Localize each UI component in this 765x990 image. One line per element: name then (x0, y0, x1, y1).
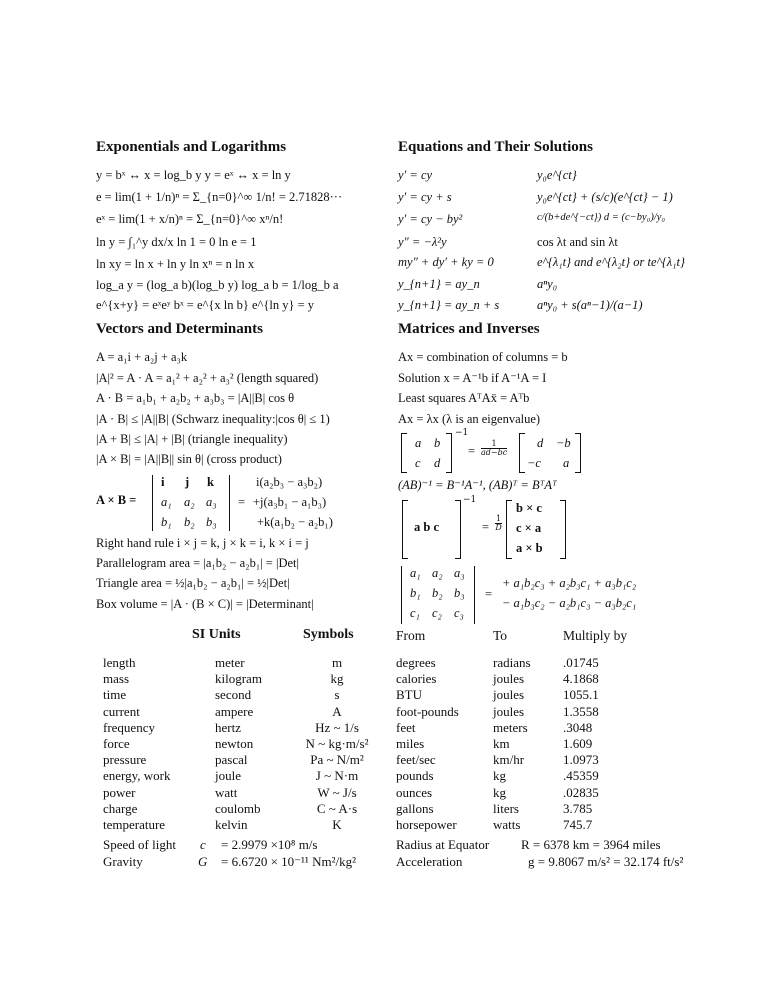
conv-cell-factor: 4.1868 (563, 671, 599, 687)
conv-cell-to: watts (493, 817, 521, 832)
solution: e^{λ₁t} and e^{λ₂t} or te^{λ₁t} (537, 255, 685, 269)
matrix-cell: b (434, 436, 441, 450)
bracket-left (402, 500, 408, 559)
matrix-row: c × a (516, 521, 542, 535)
constant-value: g = 9.8067 m/s² = 32.174 ft/s² (528, 854, 684, 869)
si-cell-symbol: J ~ N·m (315, 768, 359, 784)
constant-label: Radius at Equator (396, 837, 490, 852)
si-cell-symbol: A (332, 703, 342, 719)
matrix-cell: b₃ (454, 586, 465, 600)
matrix-cell: c₂ (432, 606, 442, 620)
equation: my″ + dy′ + ky = 0 (398, 255, 494, 269)
si-cell-si-unit: kelvin (215, 817, 248, 832)
matrix-cell: c₁ (410, 606, 420, 620)
conv-cell-from: BTU (396, 687, 422, 703)
matrix-cell: −b (556, 436, 571, 450)
si-cell-quantity: length (103, 655, 136, 670)
formula-line: eˣ = lim(1 + x/n)ⁿ = Σ_{n=0}^∞ xⁿ/n! (96, 212, 284, 226)
si-cell-symbol: Pa ~ N/m² (310, 752, 364, 768)
formula-line: ln xy = ln x + ln y ln xⁿ = n ln x (96, 257, 255, 271)
formula-line: y = bˣ ↔ x = log_b y y = eˣ ↔ x = ln y (96, 168, 291, 182)
constant-symbol: G (198, 854, 208, 869)
formula-line: |A|² = A · A = a₁² + a₂² + a₃² (length squared) (96, 371, 319, 385)
matrix-cell: b₂ (184, 515, 195, 529)
bracket-right (455, 500, 461, 559)
matrix-cell: b₁ (410, 586, 421, 600)
bracket-right (560, 500, 566, 559)
bracket-left (519, 433, 525, 473)
si-cell-si-unit: pascal (215, 752, 248, 768)
conv-cell-factor: .01745 (563, 655, 599, 670)
constant-label: Gravity (103, 854, 143, 869)
solution: y₀e^{ct} (537, 168, 577, 182)
matrix-cell: j (185, 475, 190, 489)
constant-value: = 6.6720 × 10⁻¹¹ Nm²/kg² (221, 854, 356, 869)
bracket-left (401, 433, 407, 473)
formula-line: (AB)⁻¹ = B⁻¹A⁻¹, (AB)ᵀ = BᵀAᵀ (398, 478, 557, 492)
solution: aⁿy₀ + s(aⁿ−1)/(a−1) (537, 298, 643, 312)
matrix-columns: a b c (414, 520, 439, 534)
conv-cell-to: radians (493, 655, 531, 670)
matrix-cell: a₂ (184, 495, 195, 509)
bracket-right (575, 433, 581, 473)
conv-cell-to: joules (493, 687, 525, 703)
matrix-cell: c₃ (454, 606, 464, 620)
conv-cell-from: foot-pounds (396, 703, 459, 719)
equation: y′ = cy + s (398, 190, 452, 204)
matrix-cell: a (415, 436, 422, 450)
constant-value: = 2.9979 ×10⁸ m/s (221, 837, 318, 852)
matrix-cell: d (434, 456, 441, 470)
si-cell-si-unit: coulomb (215, 800, 261, 816)
matrix-cell: i (161, 475, 165, 489)
si-cell-quantity: time (103, 687, 127, 703)
si-cell-quantity: current (103, 703, 140, 719)
si-cell-si-unit: second (215, 687, 252, 703)
conv-cell-to: km/hr (493, 752, 525, 768)
equation: y′ = cy (398, 168, 433, 182)
conv-cell-to: liters (493, 800, 519, 816)
formula-line: A = a₁i + a₂j + a₃k (96, 350, 188, 364)
matrix-row: a × b (516, 541, 543, 555)
constant-symbol: c (200, 837, 206, 852)
conv-cell-factor: 3.785 (563, 800, 593, 816)
si-cell-si-unit: meter (215, 655, 245, 670)
constant-value: R = 6378 km = 3964 miles (521, 837, 661, 852)
formula-line: |A × B| = |A||B|| sin θ| (cross product) (96, 452, 282, 466)
formula-line: |A · B| ≤ |A||B| (Schwarz inequality:|cos θ| ≤ 1) (96, 412, 330, 426)
det-bar-right (474, 566, 475, 624)
si-cell-si-unit: watt (215, 784, 238, 800)
formula-line: Ax = λx (λ is an eigenvalue) (398, 412, 541, 426)
section-title-vectors: Vectors and Determinants (96, 321, 263, 337)
matrix-cell: k (207, 475, 214, 489)
matrix-cell: a (563, 456, 570, 470)
solution: cos λt and sin λt (537, 235, 618, 249)
equation: y_{n+1} = ay_n + s (398, 298, 500, 312)
matrix-cell: b₃ (206, 515, 217, 529)
formula-line: Box volume = |A · (B × C)| = |Determinant| (96, 597, 314, 611)
cross-rhs-line: +j(a₃b₁ − a₁b₃) (253, 495, 327, 509)
cross-lhs: A × B = (96, 493, 137, 507)
si-cell-si-unit: joule (215, 768, 241, 784)
conv-cell-factor: 745.7 (563, 817, 593, 832)
conv-cell-to: meters (493, 719, 528, 735)
si-cell-symbol: Hz ~ 1/s (315, 719, 359, 735)
section-title-matrices: Matrices and Inverses (398, 321, 540, 337)
si-cell-si-unit: hertz (215, 719, 241, 735)
conv-cell-factor: .02835 (563, 784, 599, 800)
conv-cell-factor: .3048 (563, 719, 593, 735)
solution: aⁿy₀ (537, 277, 558, 291)
column-header: Symbols (303, 627, 354, 642)
section-title-equations: Equations and Their Solutions (398, 139, 593, 155)
equals-sign: = (238, 495, 246, 509)
si-cell-si-unit: ampere (215, 703, 254, 719)
bracket-right (446, 433, 452, 473)
conv-cell-factor: 1.0973 (563, 752, 599, 768)
column-header: SI Units (192, 627, 241, 642)
si-cell-quantity: charge (103, 800, 138, 816)
formula-line: Right hand rule i × j = k, j × k = i, k × i = j (96, 536, 309, 550)
formula-line: A · B = a₁b₁ + a₂b₂ + a₃b₃ = |A||B| cos θ (96, 391, 295, 405)
fraction: $\frac{1}{ad-bc}$ (481, 439, 508, 457)
formula-line: ln y = ∫₁^y dx/x ln 1 = 0 ln e = 1 (96, 235, 257, 249)
matrix-cell: a₂ (432, 566, 443, 580)
conv-cell-factor: .45359 (563, 768, 599, 784)
det-bar-right (229, 475, 230, 531)
cross-rhs-line: i(a₂b₃ − a₃b₂) (256, 475, 323, 489)
matrix-cell: d (537, 436, 544, 450)
matrix-cell: b₂ (432, 586, 443, 600)
conv-cell-to: kg (493, 768, 506, 784)
si-cell-si-unit: newton (215, 736, 254, 751)
matrix-row: b × c (516, 501, 542, 515)
cross-rhs-line: +k(a₁b₂ − a₂b₁) (257, 515, 333, 529)
column-header: Multiply by (563, 628, 628, 643)
si-cell-si-unit: kilogram (215, 671, 262, 687)
si-cell-quantity: frequency (103, 719, 155, 735)
equation: y″ = −λ²y (398, 235, 447, 249)
column-header: To (493, 628, 508, 643)
formula-line: Triangle area = ½|a₁b₂ − a₂b₁| = ½|Det| (96, 576, 290, 590)
solution: y₀e^{ct} + (s/c)(e^{ct} − 1) (537, 190, 673, 204)
conv-cell-from: miles (396, 736, 425, 751)
conv-cell-to: km (493, 736, 510, 751)
det-bar-left (152, 475, 153, 531)
si-cell-quantity: temperature (103, 817, 166, 832)
conv-cell-from: horsepower (396, 817, 457, 832)
formula-line: Parallelogram area = |a₁b₂ − a₂b₁| = |Det| (96, 556, 300, 570)
formula-line: |A + B| ≤ |A| + |B| (triangle inequality) (96, 432, 288, 446)
conv-cell-from: ounces (396, 784, 433, 800)
equation: y_{n+1} = ay_n (398, 277, 480, 291)
conv-cell-factor: 1.3558 (563, 703, 599, 719)
matrix-cell: a₁ (410, 566, 421, 580)
conv-cell-factor: 1.609 (563, 736, 593, 751)
matrix-cell: −c (527, 456, 541, 470)
matrix-cell: a₁ (161, 495, 172, 509)
si-cell-symbol: W ~ J/s (317, 784, 357, 800)
si-cell-quantity: pressure (103, 752, 147, 768)
det-plus-terms: + a₁b₂c₃ + a₂b₃c₁ + a₃b₁c₂ (502, 576, 637, 590)
conv-cell-from: pounds (396, 768, 434, 784)
matrix-cell: b₁ (161, 515, 172, 529)
inverse-exponent: −1 (463, 495, 477, 505)
si-cell-quantity: mass (103, 671, 129, 687)
constant-label: Acceleration (396, 854, 463, 869)
inverse-exponent: −1 (455, 428, 469, 438)
solution: c/(b+de^{−ct}) d = (c−by₀)/y₀ (537, 212, 666, 223)
conv-cell-from: feet/sec (396, 752, 436, 768)
conv-cell-to: kg (493, 784, 506, 800)
det-minus-terms: − a₁b₃c₂ − a₂b₁c₃ − a₃b₂c₁ (502, 596, 637, 610)
formula-line: Least squares AᵀAx̄ = Aᵀb (398, 391, 530, 405)
matrix-cell: a₃ (454, 566, 465, 580)
matrix-cell: a₃ (206, 495, 217, 509)
formula-line: e^{x+y} = eˣeʸ bˣ = e^{x ln b} e^{ln y} = y (96, 298, 315, 312)
conv-cell-from: feet (396, 719, 416, 735)
matrix-cell: c (415, 456, 421, 470)
section-title-exponentials: Exponentials and Logarithms (96, 139, 287, 155)
formula-line: Ax = combination of columns = b (398, 350, 568, 364)
si-cell-symbol: N ~ kg·m/s² (305, 736, 369, 751)
si-cell-quantity: energy, work (103, 768, 171, 784)
si-cell-quantity: force (103, 736, 130, 751)
si-cell-quantity: power (103, 784, 136, 800)
si-cell-symbol: C ~ A·s (316, 800, 358, 816)
equation: y′ = cy − by² (398, 212, 463, 226)
conv-cell-factor: 1055.1 (563, 687, 599, 703)
conv-cell-to: joules (493, 671, 525, 687)
det-bar-left (401, 566, 402, 624)
fraction: $\frac{1}{D}$ (495, 514, 502, 532)
conv-cell-to: joules (493, 703, 525, 719)
conv-cell-from: calories (396, 671, 437, 687)
conv-cell-from: degrees (396, 655, 436, 670)
formula-line: Solution x = A⁻¹b if A⁻¹A = I (398, 371, 547, 385)
bracket-left (506, 500, 512, 559)
si-cell-symbol: m (331, 655, 343, 670)
formula-line: e = lim(1 + 1/n)ⁿ = Σ_{n=0}^∞ 1/n! = 2.71828··· (96, 190, 343, 204)
si-cell-symbol: s (334, 687, 340, 703)
si-cell-symbol: kg (330, 671, 344, 687)
formula-line: log_a y = (log_a b)(log_b y) log_a b = 1/log_b a (96, 278, 339, 292)
constant-label: Speed of light (103, 837, 176, 852)
equals-sign: = (485, 587, 493, 601)
column-header: From (396, 628, 426, 643)
conv-cell-from: gallons (396, 800, 434, 816)
si-cell-symbol: K (332, 817, 342, 832)
